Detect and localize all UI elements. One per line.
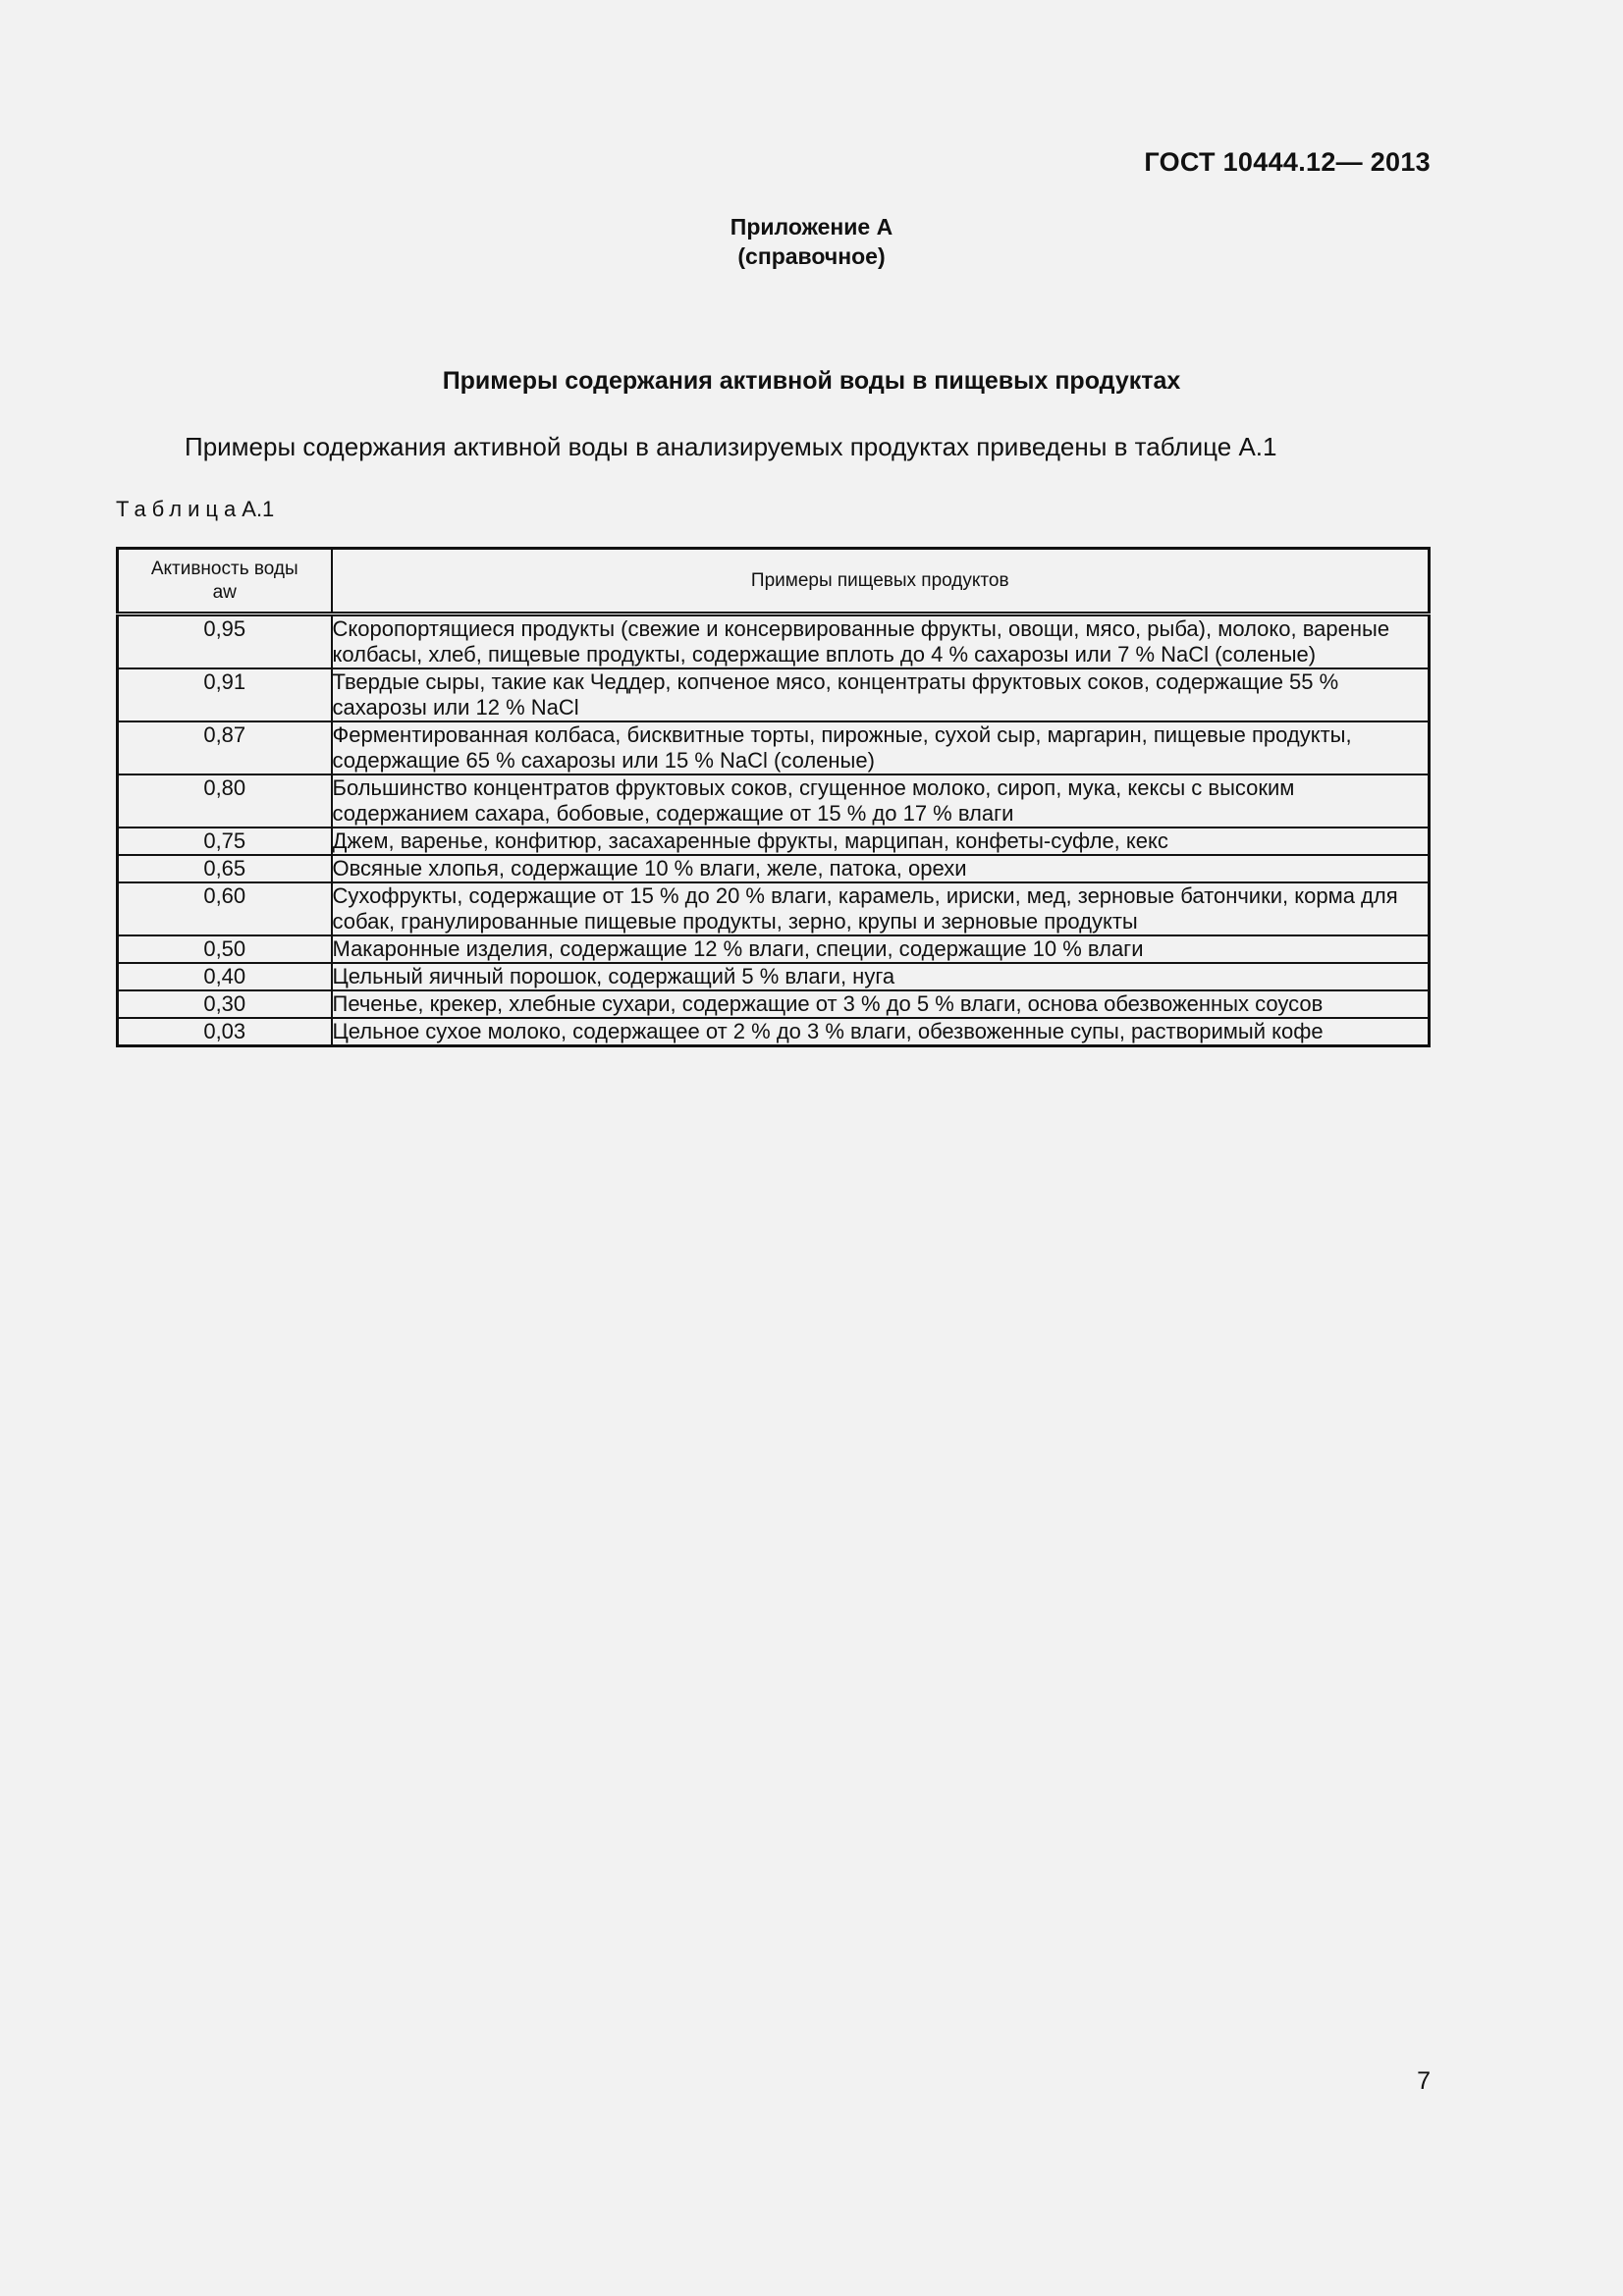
- table-row: [118, 935, 1430, 963]
- water-activity-cell: 0,03: [118, 1018, 332, 1046]
- table-row: [118, 855, 1430, 882]
- products-cell: Овсяные хлопья, содержащие 10 % влаги, желе, патока, орехи: [332, 855, 1430, 882]
- table-row: [118, 963, 1430, 990]
- products-cell: Большинство концентратов фруктовых соков, сгущенное молоко, сироп, мука, кексы с высоким содержанием сахара, бобовые, содержащие от 15 % до 17 % влаги: [332, 774, 1430, 828]
- products-cell: Цельное сухое молоко, содержащее от 2 % до 3 % влаги, обезвоженные супы, растворимый кофе: [332, 1018, 1430, 1046]
- column-header-activity: [118, 549, 332, 614]
- products-cell: Сухофрукты, содержащие от 15 % до 20 % влаги, карамель, ириски, мед, зерновые батончики, корма для собак, гранулированные пищевые продукты, зерно, крупы и зерновые продукты: [332, 882, 1430, 935]
- water-activity-cell: 0,60: [118, 882, 332, 935]
- table-row: [118, 828, 1430, 855]
- products-cell: Макаронные изделия, содержащие 12 % влаги, специи, содержащие 10 % влаги: [332, 935, 1430, 963]
- water-activity-cell: 0,75: [118, 828, 332, 855]
- annex-note: (справочное): [737, 243, 886, 269]
- products-cell: Джем, варенье, конфитюр, засахаренные фрукты, марципан, конфеты-суфле, кекс: [332, 828, 1430, 855]
- water-activity-cell: 0,30: [118, 990, 332, 1018]
- table-caption-word: Таблица: [116, 497, 243, 521]
- annex-title: Приложение А: [730, 214, 893, 240]
- water-activity-cell: 0,95: [118, 614, 332, 669]
- column-header-activity-line1: Активность воды: [150, 558, 298, 579]
- products-cell: Печенье, крекер, хлебные сухари, содержащие от 3 % до 5 % влаги, основа обезвоженных соусов: [332, 990, 1430, 1018]
- water-activity-cell: 0,80: [118, 774, 332, 828]
- water-activity-cell: 0,65: [118, 855, 332, 882]
- table-caption: [116, 497, 274, 522]
- products-cell: Скоропортящиеся продукты (свежие и консервированные фрукты, овощи, мясо, рыба), молоко, вареные колбасы, хлеб, пищевые продукты, содержащие вплоть до 4 % сахарозы или 7 % NaCl (соленые): [332, 614, 1430, 669]
- table-header-row: [118, 549, 1430, 614]
- table-row: [118, 1018, 1430, 1046]
- water-activity-cell: 0,87: [118, 721, 332, 774]
- water-activity-cell: 0,50: [118, 935, 332, 963]
- table-row: [118, 614, 1430, 669]
- table-row: [118, 668, 1430, 721]
- products-cell: Цельный яичный порошок, содержащий 5 % влаги, нуга: [332, 963, 1430, 990]
- products-cell: Твердые сыры, такие как Чеддер, копченое мясо, концентраты фруктовых соков, содержащие 55 % сахарозы или 12 % NaCl: [332, 668, 1430, 721]
- column-header-activity-line2: aw: [212, 581, 237, 603]
- table-row: [118, 882, 1430, 935]
- table-row: [118, 721, 1430, 774]
- column-header-products: Примеры пищевых продуктов: [332, 549, 1430, 614]
- water-activity-cell: 0,91: [118, 668, 332, 721]
- products-cell: Ферментированная колбаса, бисквитные торты, пирожные, сухой сыр, маргарин, пищевые продукты, содержащие 65 % сахарозы или 15 % NaCl (соленые): [332, 721, 1430, 774]
- table-row: [118, 774, 1430, 828]
- table-row: [118, 990, 1430, 1018]
- section-heading: Примеры содержания активной воды в пищевых продуктах: [442, 367, 1181, 395]
- water-activity-table: [116, 547, 1431, 1047]
- table-caption-number: А.1: [242, 497, 275, 521]
- page-number: 7: [1417, 2067, 1431, 2095]
- annex-heading-block: [0, 212, 1623, 271]
- water-activity-cell: 0,40: [118, 963, 332, 990]
- intro-paragraph: Примеры содержания активной воды в анализируемых продуктах приведены в таблице А.1: [185, 432, 1277, 461]
- standard-number: ГОСТ 10444.12— 2013: [1144, 147, 1431, 177]
